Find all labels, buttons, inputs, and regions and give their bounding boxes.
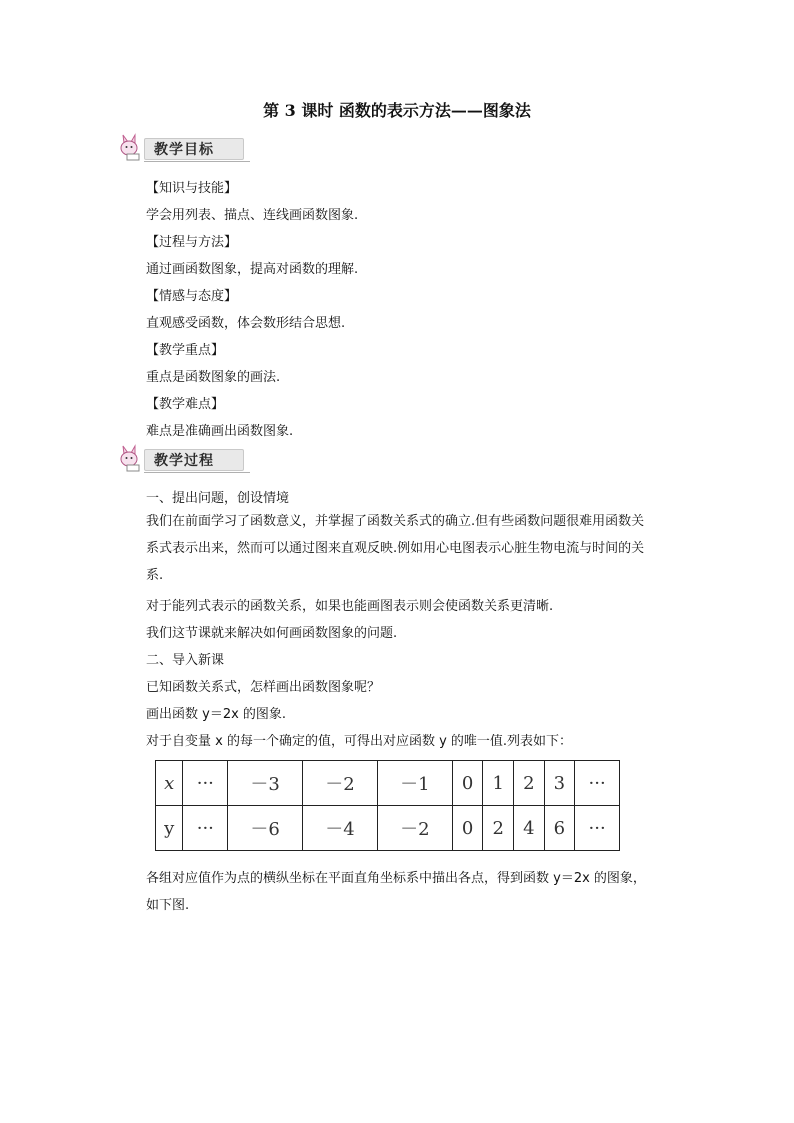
table-cell: －2: [377, 806, 452, 851]
paragraph-table-intro: 对于自变量 x 的每一个确定的值，可得出对应函数 y 的唯一值.列表如下：: [146, 734, 573, 749]
table-cell: 1: [483, 761, 514, 806]
text-difficulty: 难点是准确画出函数图象.: [146, 424, 294, 439]
paragraph-this-lesson: 我们这节课就来解决如何画函数图象的问题.: [146, 626, 398, 641]
table-cell: 4: [513, 806, 544, 851]
heading-new-lesson: 二、导入新课: [146, 653, 225, 668]
paragraph-clarity: 对于能列式表示的函数关系，如果也能画图表示则会使函数关系更清晰.: [146, 599, 554, 614]
table-cell: ···: [575, 806, 620, 851]
heading-difficulty: 【教学难点】: [146, 397, 225, 412]
section-banner-teaching-process: [118, 443, 244, 473]
table-row-y: [156, 806, 620, 851]
table-cell: －6: [228, 806, 303, 851]
table-cell: x: [156, 761, 183, 806]
section-banner-teaching-goals: [118, 132, 244, 162]
table-cell: y: [156, 806, 183, 851]
table-cell: 0: [452, 806, 483, 851]
table-cell: 2: [513, 761, 544, 806]
table-cell: 0: [452, 761, 483, 806]
paragraph-how-to-draw: 已知函数关系式，怎样画出函数图象呢？: [146, 680, 381, 695]
text-knowledge: 学会用列表、描点、连线画函数图象.: [146, 208, 359, 223]
text-key-point: 重点是函数图象的画法.: [146, 370, 281, 385]
table-cell: 2: [483, 806, 514, 851]
table-cell: 6: [544, 806, 575, 851]
heading-knowledge: 【知识与技能】: [146, 181, 238, 196]
table-cell: ···: [575, 761, 620, 806]
table-cell: －1: [377, 761, 452, 806]
paragraph-draw-y2x: 画出函数 y＝2x 的图象.: [146, 707, 287, 722]
paragraph-intro: 我们在前面学习了函数意义，并掌握了函数关系式的确立.但有些函数问题很难用函数关系式表示出来，然而可以通过图来直观反映.例如用心电图表示心脏生物电流与时间的关系.: [146, 514, 645, 583]
heading-raise-question: 一、提出问题，创设情境: [146, 491, 290, 506]
value-table: [155, 760, 620, 851]
heading-key-point: 【教学重点】: [146, 343, 225, 358]
table-row-x: [156, 761, 620, 806]
banner-label: 教学过程: [154, 453, 214, 469]
table-cell: －3: [228, 761, 303, 806]
banner-label: 教学目标: [154, 142, 214, 158]
paragraph-plot-points: 各组对应值作为点的横纵坐标在平面直角坐标系中描出各点，得到函数 y＝2x 的图象，如下图.: [146, 871, 646, 913]
table-cell: ···: [183, 761, 228, 806]
table-cell: －4: [303, 806, 378, 851]
table-cell: －2: [303, 761, 378, 806]
lesson-title: 第 3 课时 函数的表示方法——图象法: [263, 101, 531, 120]
table-cell: 3: [544, 761, 575, 806]
heading-process: 【过程与方法】: [146, 235, 238, 250]
text-emotion: 直观感受函数，体会数形结合思想.: [146, 316, 346, 331]
table-cell: ···: [183, 806, 228, 851]
heading-emotion: 【情感与态度】: [146, 289, 238, 304]
text-process: 通过画函数图象，提高对函数的理解.: [146, 262, 359, 277]
